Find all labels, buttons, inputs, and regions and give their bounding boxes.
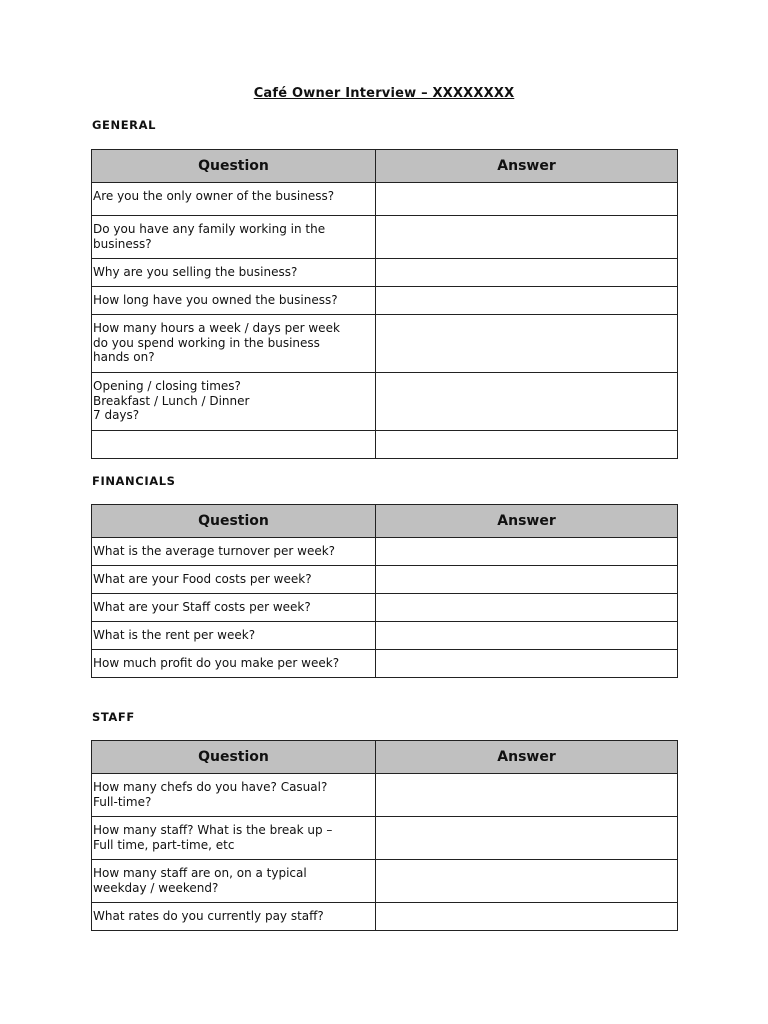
answer-cell[interactable]: [376, 538, 678, 566]
question-cell: How long have you owned the business?: [92, 287, 376, 315]
answer-cell[interactable]: [376, 817, 678, 860]
question-cell: What are your Staff costs per week?: [92, 594, 376, 622]
general-table: [91, 149, 678, 459]
table-row: [92, 431, 678, 459]
question-cell: How many hours a week / days per week do you spend working in the business hands on?: [92, 315, 376, 373]
table-row: [92, 774, 678, 817]
question-cell: Do you have any family working in the business?: [92, 216, 376, 259]
table-row: [92, 259, 678, 287]
question-cell: How many chefs do you have? Casual? Full-time?: [92, 774, 376, 817]
answer-cell[interactable]: [376, 216, 678, 259]
answer-column-header: Answer: [376, 150, 678, 183]
answer-column-header: Answer: [376, 741, 678, 774]
question-cell: [92, 431, 376, 459]
section-heading-financials: FINANCIALS: [92, 474, 176, 488]
table-row: [92, 650, 678, 678]
section-heading-general: GENERAL: [92, 118, 157, 132]
question-cell: What are your Food costs per week?: [92, 566, 376, 594]
question-column-header: Question: [92, 505, 376, 538]
answer-cell[interactable]: [376, 594, 678, 622]
question-cell: Are you the only owner of the business?: [92, 183, 376, 216]
question-column-header: Question: [92, 150, 376, 183]
answer-cell[interactable]: [376, 566, 678, 594]
answer-cell[interactable]: [376, 373, 678, 431]
table-row: [92, 373, 678, 431]
table-row: [92, 315, 678, 373]
question-column-header: Question: [92, 741, 376, 774]
answer-cell[interactable]: [376, 259, 678, 287]
section-heading-staff: STAFF: [92, 710, 135, 724]
question-cell: How many staff are on, on a typical weekday / weekend?: [92, 860, 376, 903]
question-cell: What is the average turnover per week?: [92, 538, 376, 566]
table-row: [92, 566, 678, 594]
table-row: [92, 903, 678, 931]
answer-cell[interactable]: [376, 431, 678, 459]
table-header-row: [92, 741, 678, 774]
answer-cell[interactable]: [376, 287, 678, 315]
table-row: [92, 287, 678, 315]
answer-cell[interactable]: [376, 315, 678, 373]
table-row: [92, 622, 678, 650]
staff-table: [91, 740, 678, 931]
answer-column-header: Answer: [376, 505, 678, 538]
table-row: [92, 216, 678, 259]
table-row: [92, 860, 678, 903]
table-row: [92, 817, 678, 860]
question-cell: What rates do you currently pay staff?: [92, 903, 376, 931]
financials-table: [91, 504, 678, 678]
table-row: [92, 183, 678, 216]
answer-cell[interactable]: [376, 774, 678, 817]
table-row: [92, 594, 678, 622]
answer-cell[interactable]: [376, 622, 678, 650]
page-title: Café Owner Interview – XXXXXXXX: [253, 86, 515, 101]
answer-cell[interactable]: [376, 650, 678, 678]
question-cell: What is the rent per week?: [92, 622, 376, 650]
question-cell: Opening / closing times? Breakfast / Lunch / Dinner 7 days?: [92, 373, 376, 431]
answer-cell[interactable]: [376, 860, 678, 903]
table-header-row: [92, 505, 678, 538]
question-cell: How many staff? What is the break up – Full time, part-time, etc: [92, 817, 376, 860]
table-row: [92, 538, 678, 566]
table-header-row: [92, 150, 678, 183]
question-cell: How much profit do you make per week?: [92, 650, 376, 678]
answer-cell[interactable]: [376, 183, 678, 216]
answer-cell[interactable]: [376, 903, 678, 931]
question-cell: Why are you selling the business?: [92, 259, 376, 287]
